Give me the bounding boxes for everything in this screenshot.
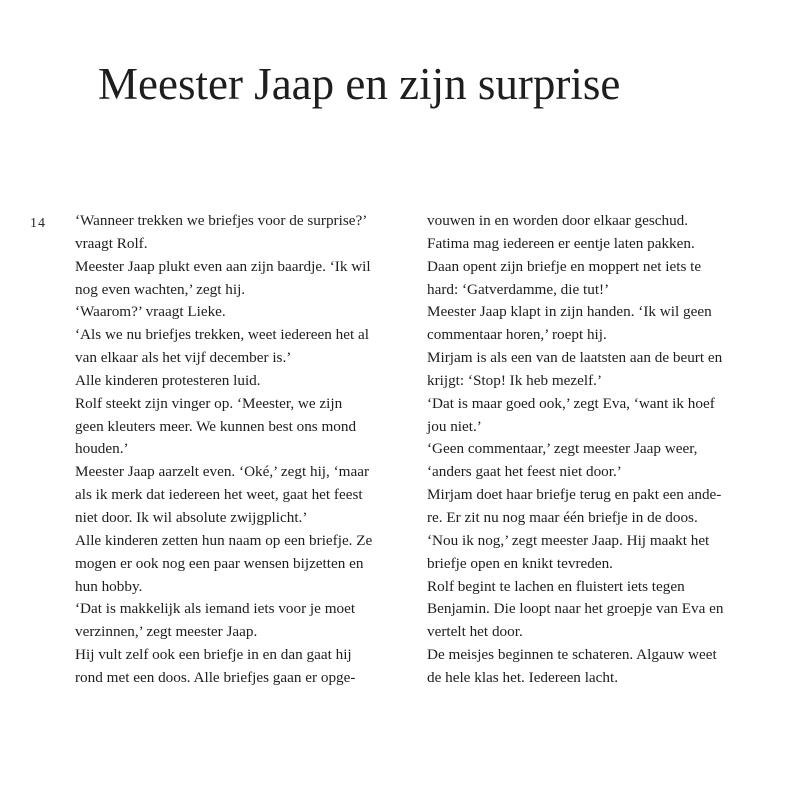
text-line: de hele klas het. Iedereen lacht. [427, 668, 619, 686]
text-line: Fatima mag iedereen er eentje laten pakken. [427, 234, 695, 252]
text-line: ‘Geen commentaar,’ zegt meester Jaap weer, [427, 440, 698, 458]
text-line: Meester Jaap klapt in zijn handen. ‘Ik wil geen [427, 303, 712, 321]
text-line: ‘Nou ik nog,’ zegt meester Jaap. Hij maakt het [427, 531, 710, 549]
text-line: Benjamin. Die loopt naar het groepje van Eva en [427, 600, 724, 618]
text-line: nog even wachten,’ zegt hij. [75, 280, 246, 298]
text-line: rond met een doos. Alle briefjes gaan er opge- [75, 668, 356, 686]
text-line: niet door. Ik wil absolute zwijgplicht.’ [75, 508, 308, 526]
text-line: Mirjam is als een van de laatsten aan de beurt en [427, 349, 723, 367]
text-line: ‘Waarom?’ vraagt Lieke. [75, 303, 226, 321]
text-line: briefje open en knikt tevreden. [427, 554, 613, 572]
text-line: commentaar horen,’ roept hij. [427, 326, 607, 344]
page-number: 14 [30, 216, 46, 231]
chapter-title: Meester Jaap en zijn surprise [98, 59, 621, 109]
text-column-right [427, 210, 767, 690]
text-column-left [75, 210, 415, 690]
text-line: Alle kinderen protesteren luid. [75, 371, 261, 389]
text-line: hard: ‘Gatverdamme, die tut!’ [427, 280, 610, 298]
text-line: ‘anders gaat het feest niet door.’ [427, 463, 622, 481]
text-line: mogen er ook nog een paar wensen bijzetten en [75, 554, 364, 572]
text-line: vraagt Rolf. [75, 234, 148, 252]
text-line: vouwen in en worden door elkaar geschud. [427, 212, 689, 229]
text-line: vertelt het door. [427, 623, 523, 641]
text-line: ‘Wanneer trekken we briefjes voor de surprise?’ [75, 212, 368, 229]
text-line: Meester Jaap plukt even aan zijn baardje. ‘Ik wil [75, 257, 371, 275]
text-line: ‘Dat is makkelijk als iemand iets voor je moet [75, 600, 356, 618]
text-line: Hij vult zelf ook een briefje in en dan gaat hij [75, 646, 352, 664]
text-line: verzinnen,’ zegt meester Jaap. [75, 623, 258, 641]
text-line: houden.’ [75, 440, 129, 458]
text-line: als ik merk dat iedereen het weet, gaat het feest [75, 486, 363, 504]
text-line: re. Er zit nu nog maar één briefje in de doos. [427, 508, 698, 526]
text-line: van elkaar als het vijf december is.’ [75, 349, 292, 367]
text-line: Rolf begint te lachen en fluistert iets tegen [427, 577, 685, 595]
text-line: Alle kinderen zetten hun naam op een briefje. Ze [75, 531, 373, 549]
text-line: Mirjam doet haar briefje terug en pakt een ande- [427, 486, 722, 504]
text-line: ‘Als we nu briefjes trekken, weet iedereen het al [75, 326, 369, 344]
text-line: ‘Dat is maar goed ook,’ zegt Eva, ‘want ik hoef [427, 394, 715, 412]
text-line: geen kleuters meer. We kunnen best ons mond [75, 417, 357, 435]
text-line: krijgt: ‘Stop! Ik heb mezelf.’ [427, 371, 603, 389]
text-line: Meester Jaap aarzelt even. ‘Oké,’ zegt hij, ‘maar [75, 463, 370, 481]
text-line: De meisjes beginnen te schateren. Algauw weet [427, 646, 717, 664]
text-line: Daan opent zijn briefje en moppert net iets te [427, 257, 702, 275]
text-line: hun hobby. [75, 577, 143, 595]
text-line: jou niet.’ [427, 417, 482, 435]
text-line: Rolf steekt zijn vinger op. ‘Meester, we zijn [75, 394, 343, 412]
